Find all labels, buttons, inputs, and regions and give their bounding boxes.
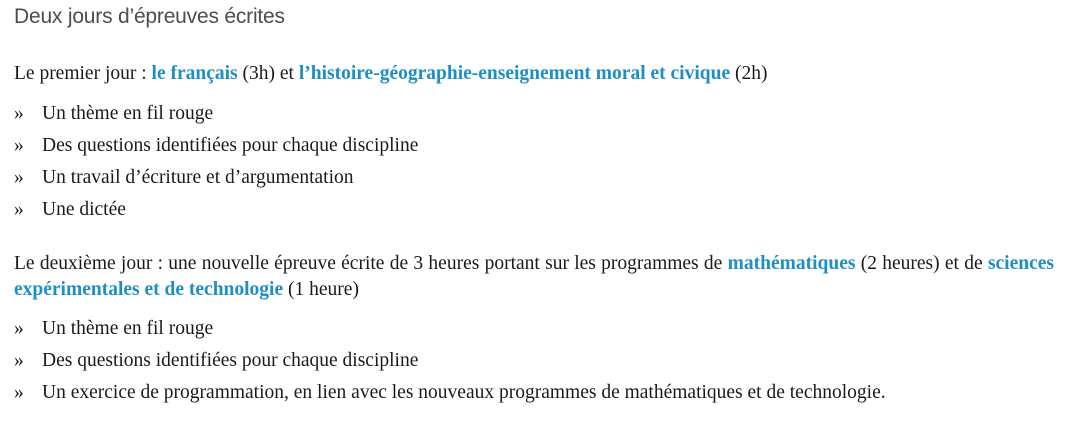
day2-subject-maths: mathématiques bbox=[727, 253, 856, 274]
day1-duration1: (3h) et bbox=[237, 63, 299, 84]
list-item-text: Une dictée bbox=[42, 199, 126, 220]
bullet-mark: » bbox=[14, 382, 24, 403]
list-item bbox=[14, 377, 886, 409]
bullet-mark: » bbox=[14, 350, 24, 371]
day1-intro-prefix: Le premier jour : bbox=[14, 63, 152, 84]
list-item bbox=[14, 313, 886, 345]
day2-subject-sciences: sciences expérimentales et de technologie bbox=[14, 253, 1054, 300]
section-heading: Deux jours d’épreuves écrites bbox=[14, 5, 285, 28]
list-item-text: Un thème en fil rouge bbox=[42, 103, 214, 124]
list-item bbox=[14, 345, 886, 377]
day2-bullet-list bbox=[14, 313, 886, 409]
list-item-text: Un thème en fil rouge bbox=[42, 318, 214, 339]
day2-intro-prefix: Le deuxième jour : une nouvelle épreuve écrite de 3 heures portant sur les programmes de bbox=[14, 253, 728, 274]
list-item bbox=[14, 130, 418, 162]
bullet-mark: » bbox=[14, 199, 24, 220]
day2-duration2: (1 heure) bbox=[283, 279, 359, 300]
list-item-text: Des questions identifiées pour chaque discipline bbox=[42, 135, 419, 156]
bullet-mark: » bbox=[14, 167, 24, 188]
list-item-text: Un travail d’écriture et d’argumentation bbox=[42, 167, 354, 188]
day2-intro bbox=[14, 251, 1054, 303]
list-item bbox=[14, 98, 418, 130]
day1-subject-francais: le français bbox=[151, 63, 238, 84]
day1-bullet-list bbox=[14, 98, 418, 226]
day2-duration1: (2 heures) et de bbox=[855, 253, 988, 274]
day1-subject-histoire: l’histoire-géographie-enseignement moral et civique bbox=[298, 63, 731, 84]
list-item bbox=[14, 194, 418, 226]
list-item-text: Des questions identifiées pour chaque discipline bbox=[42, 350, 419, 371]
day1-duration2: (2h) bbox=[730, 63, 768, 84]
list-item bbox=[14, 162, 418, 194]
bullet-mark: » bbox=[14, 318, 24, 339]
bullet-mark: » bbox=[14, 135, 24, 156]
day1-intro bbox=[14, 61, 1054, 87]
bullet-mark: » bbox=[14, 103, 24, 124]
list-item-text: Un exercice de programmation, en lien avec les nouveaux programmes de mathématiques et de technologie. bbox=[42, 382, 886, 403]
